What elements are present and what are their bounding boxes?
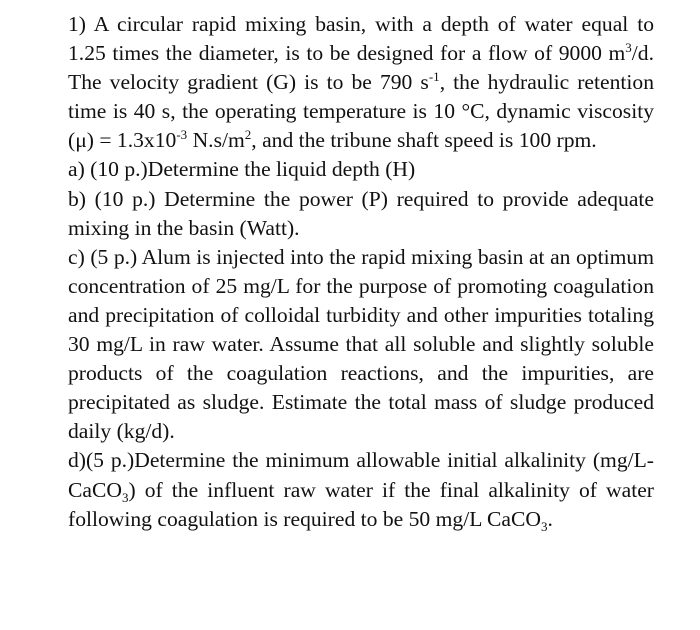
problem-intro (68, 10, 654, 155)
viscosity-unit-exponent: 2 (244, 127, 252, 143)
problem-text (68, 10, 654, 534)
caco3-subscript-1: 3 (121, 489, 129, 505)
part-d-text-3: . (547, 506, 553, 531)
gradient-unit-exponent: -1 (428, 69, 440, 85)
intro-text-5: , and the tribune shaft speed is 100 rpm. (251, 128, 597, 153)
intro-text-3: , the hydraulic retention time is 40 s, the operating temperature is 10 °C, dynamic viscosity (μ) = 1.3x10 (68, 70, 654, 153)
flow-unit-exponent: 3 (625, 40, 632, 56)
intro-text-4: N.s/m (187, 128, 245, 153)
caco3-subscript-2: 3 (540, 518, 548, 534)
part-d-text-1: d)(5 p.)Determine the minimum allowable initial alkalinity (mg/L-CaCO (68, 448, 654, 502)
part-d (68, 446, 654, 533)
part-d-text-2: ) of the influent raw water if the final alkalinity of water following coagulation is required to be 50 mg/L CaCO (68, 477, 654, 531)
part-a: a) (10 p.)Determine the liquid depth (H) (68, 157, 416, 182)
part-c: c) (5 p.) Alum is injected into the rapid mixing basin at an optimum concentration of 25 mg/L for the purpose of promoting coagulation and precipitation of colloidal turbidity and other impurities totaling 30 mg/L in raw water. Assume that all soluble and slightly soluble products of the coagulation reactions, and the impurities, are precipitated as sludge. Estimate the total mass of sludge produced daily (kg/d). (68, 244, 654, 444)
viscosity-exponent: -3 (176, 127, 188, 143)
part-b: b) (10 p.) Determine the power (P) required to provide adequate mixing in the basin (Watt). (68, 186, 654, 240)
intro-text-1: 1) A circular rapid mixing basin, with a depth of water equal to 1.25 times the diameter, is to be designed for a flow of 9000 m (68, 12, 654, 66)
intro-text-2: /d. The velocity gradient (G) is to be 790 s (68, 41, 654, 95)
